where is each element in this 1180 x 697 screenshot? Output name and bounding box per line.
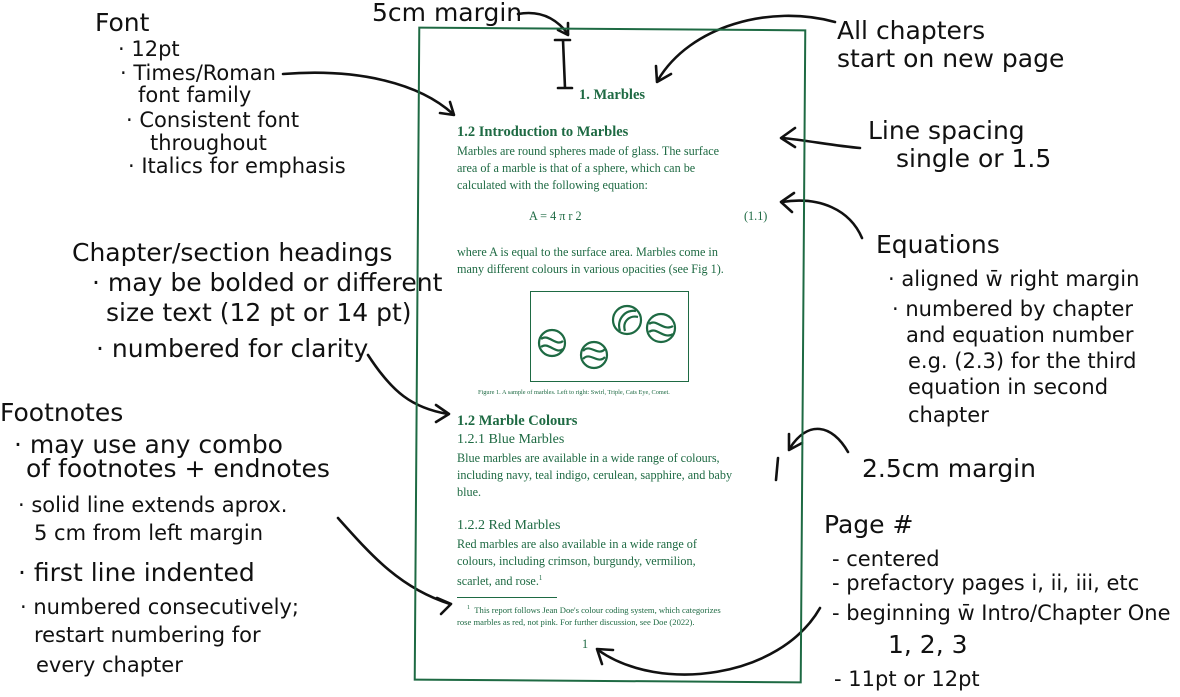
page-num-note-item: 1, 2, 3 <box>888 630 968 659</box>
paragraph-line: Red marbles are also available in a wide range of <box>457 537 697 551</box>
font-note-item: · Consistent font <box>126 108 300 132</box>
footnote-rule <box>457 597 557 598</box>
margin-side-note: 2.5cm margin <box>862 454 1036 483</box>
headings-note-item-text: numbered for clarity <box>111 334 369 363</box>
font-note-item-text: Italics for emphasis <box>141 154 346 178</box>
section-title: 1.2 Marble Colours <box>457 413 578 429</box>
footnotes-note-item-text: may use any combo <box>29 430 283 459</box>
paragraph-line: blue. <box>457 485 482 499</box>
footnotes-note-item: · solid line extends aprox. <box>18 493 288 517</box>
headings-note-item: · numbered for clarity <box>96 334 369 363</box>
line-spacing-note-line1: Line spacing <box>868 116 1025 145</box>
section-paragraph <box>457 143 777 194</box>
page-num-note-item-text: beginning w̄ Intro/Chapter One <box>846 601 1171 625</box>
footnotes-note-item-text: solid line extends aprox. <box>31 493 288 517</box>
font-note-title: Font <box>95 8 150 37</box>
font-note-item-text: Consistent font <box>139 108 300 132</box>
font-note-item: · 12pt <box>118 37 180 61</box>
page-num-note-item: - beginning w̄ Intro/Chapter One <box>832 601 1171 625</box>
paragraph-line: Marbles are round spheres made of glass. The surface <box>457 144 720 158</box>
section-paragraph <box>457 450 782 501</box>
page-num-note-item: - centered <box>832 547 940 571</box>
footnote-line: rose marbles as red, not pink. For further discussion, see Doe (2022). <box>457 616 695 627</box>
footnotes-note-item-text: first line indented <box>33 558 255 587</box>
equations-note-item: equation in second <box>908 375 1109 399</box>
page-num-note-item: - prefactory pages i, ii, iii, etc <box>832 571 1140 595</box>
section-paragraph <box>457 536 782 590</box>
equation-number: (1.1) <box>744 209 768 223</box>
footnote-reference: 1 <box>538 574 543 582</box>
equations-note-item-text: aligned w̄ right margin <box>901 267 1140 291</box>
paragraph-line: many different colours in various opacities (see Fig 1). <box>457 262 724 276</box>
equations-note-item: · numbered by chapter <box>892 297 1134 321</box>
font-note-item: throughout <box>150 131 267 155</box>
section-paragraph <box>457 244 777 278</box>
page-num-note-title: Page # <box>824 510 914 539</box>
font-note-item-text: Times/Roman <box>133 61 276 85</box>
page-number: 1 <box>582 637 589 651</box>
paragraph-line: where A is equal to the surface area. Marbles come in <box>457 245 718 259</box>
headings-note-item-text: may be bolded or different <box>107 268 443 297</box>
font-note-item: · Times/Roman <box>120 61 276 85</box>
headings-note-item: · may be bolded or different <box>92 268 443 297</box>
equations-note-item: and equation number <box>906 323 1134 347</box>
footnotes-note-item-text: numbered consecutively; <box>33 595 299 619</box>
footnotes-note-item: · numbered consecutively; <box>20 595 299 619</box>
footnotes-note-item: · first line indented <box>18 558 255 587</box>
line-spacing-note-line2: single or 1.5 <box>896 144 1052 173</box>
page-num-note-item-text: 11pt or 12pt <box>848 667 980 691</box>
section-title: 1.2 Introduction to Marbles <box>457 124 629 140</box>
paragraph-line-text: scarlet, and rose. <box>457 574 539 589</box>
paragraph-line: Blue marbles are available in a wide range of colours, <box>457 451 720 465</box>
paragraph-line <box>457 570 782 590</box>
font-note-item-text: 12pt <box>131 37 180 61</box>
paragraph-line: area of a marble is that of a sphere, which can be <box>457 161 696 175</box>
chapter-title: 1. Marbles <box>579 87 646 103</box>
font-note-item: · Italics for emphasis <box>128 154 346 178</box>
figure-caption: Figure 1. A sample of marbles. Left to right: Swirl, Triple, Cats Eye, Comet. <box>478 389 670 396</box>
margin-top-note: 5cm margin <box>372 0 523 27</box>
new-page-note-line2: start on new page <box>837 44 1065 73</box>
page-num-note-item: - 11pt or 12pt <box>834 667 980 691</box>
paragraph-line: including navy, teal indigo, cerulean, sapphire, and baby <box>457 468 733 482</box>
footnotes-note-item: restart numbering for <box>34 623 261 647</box>
paragraph-line: calculated with the following equation: <box>457 178 648 192</box>
equations-note-item: chapter <box>908 403 989 427</box>
footnotes-note-item: of footnotes + endnotes <box>26 454 330 483</box>
footnotes-note-item: 5 cm from left margin <box>34 521 264 545</box>
footnotes-note-item: · may use any combo <box>14 430 283 459</box>
new-page-note-line1: All chapters <box>837 16 986 45</box>
page-num-note-item-text: prefactory pages i, ii, iii, etc <box>846 571 1140 595</box>
subsection-title: 1.2.1 Blue Marbles <box>457 432 565 447</box>
marbles-figure <box>530 291 690 383</box>
paragraph-line: colours, including crimson, burgundy, vermilion, <box>457 554 696 568</box>
equations-note-item: · aligned w̄ right margin <box>888 267 1140 291</box>
footnote-number: 1 <box>467 605 470 611</box>
footnote <box>457 602 721 628</box>
equation: A = 4 π r 2 <box>529 209 582 223</box>
subsection-title: 1.2.2 Red Marbles <box>457 518 561 533</box>
headings-note-item: size text (12 pt or 14 pt) <box>106 298 412 327</box>
footnote-text: This report follows Jean Doe's colour coding system, which categorizes <box>474 604 721 615</box>
font-note-item: font family <box>138 83 252 107</box>
equations-note-title: Equations <box>876 230 1000 259</box>
footnotes-note-item: every chapter <box>36 653 183 677</box>
footnotes-note-title: Footnotes <box>0 398 124 427</box>
page-num-note-item-text: centered <box>846 547 940 571</box>
footnote-line <box>457 602 721 616</box>
equations-note-item-text: numbered by chapter <box>905 297 1134 321</box>
headings-note-title: Chapter/section headings <box>72 238 393 267</box>
equations-note-item: e.g. (2.3) for the third <box>908 349 1137 373</box>
